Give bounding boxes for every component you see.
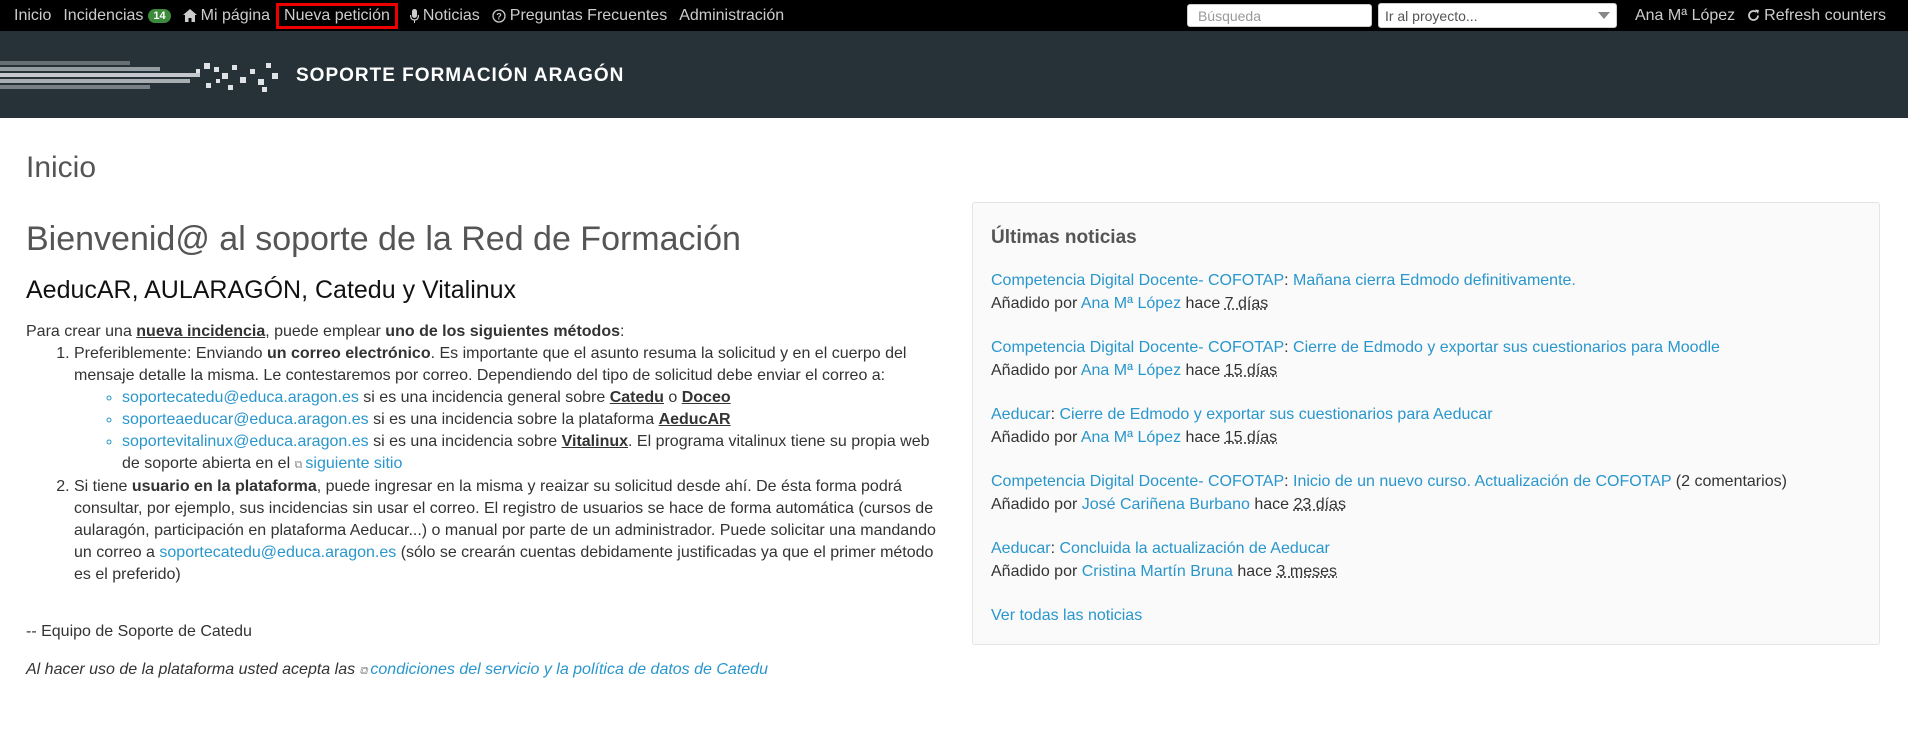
user-account-link[interactable]: Ana Mª López [1634,6,1736,24]
email-item: ◦ soportevitalinux@educa.aragon.es si es una incidencia sobre Vitalinux. El programa vitalinux tiene su propia web de soporte abierta en el ⧉ siguiente sitio [122,431,946,476]
menu-mi-pagina-label: Mi página [200,6,271,24]
news-item: Competencia Digital Docente- COFOTAP: Inicio de un nuevo curso. Actualización de COFOTAP (2 comentarios) Añadido por José Cariñena Burbano hace 23 días [991,473,1787,513]
project-jump-select[interactable] [1378,3,1617,28]
menu-mi-pagina[interactable] [183,7,270,25]
news-title-link[interactable]: Concluida la actualización de Aeducar [1059,540,1330,557]
external-link-icon: ⧉ [294,459,303,471]
home-icon [183,9,197,22]
method-platform: 2. Si tiene usuario en la plataforma, puede ingresar en la misma y reaizar su solicitud desde ahí. De ésta forma podrá consultar, por ejemplo, sus incidencias sin usar el correo. El registro de usuarios se hace de forma automática (cursos de aularagón, participación en plataforma Aeducar...) o manual por parte de un administrador. Puede solicitar una mandando un correo a soportecatedu@educa.aragon.es (sólo se crearán cuentas debidamente justificadas ya que el primer método es el preferido) [74,476,946,586]
news-heading: Últimas noticias [991,227,1137,248]
email-list [74,387,946,476]
menu-nueva-peticion[interactable]: Nueva petición [276,3,398,29]
menu-incidencias[interactable] [63,7,170,25]
news-project-link[interactable]: Competencia Digital Docente- COFOTAP [991,272,1285,289]
email-item: ◦ soporteaeducar@educa.aragon.es si es una incidencia sobre la plataforma AeducAR [122,409,946,431]
terms-link[interactable]: condiciones del servicio y la política de datos de Catedu [370,661,768,678]
siguiente-sitio-link[interactable]: siguiente sitio [305,455,403,472]
news-title-link[interactable]: Cierre de Edmodo y exportar sus cuestionarios para Aeducar [1059,406,1493,423]
method-email: 1. Preferiblemente: Enviando un correo electrónico. Es importante que el asunto resuma la solicitud y en el cuerpo del mensaje detalle la misma. Le contestaremos por correo. Dependiendo del tipo de solicitud debe enviar el correo a: ◦ soportecatedu@educa.aragon.es si es una incidencia general sobre Catedu o Doceo ◦ soporteaeducar@educa.aragon.es si es una incidencia sobre la plataforma AeducAR ◦ soportevitalinux@educa.aragon.es si es una incidencia sobre Vitalinux. El programa vitalinux tiene su propia web de soporte abierta en el ⧉ siguiente sitio [74,343,946,476]
menu-administracion[interactable]: Administración [679,6,785,24]
question-circle-icon [492,9,506,23]
news-project-link[interactable]: Aeducar [991,540,1051,557]
project-jump-label: Ir al proyecto... [1384,7,1478,24]
news-item: Competencia Digital Docente- COFOTAP: Mañana cierra Edmodo definitivamente. Añadido por Ana Mª López hace 7 días [991,272,1576,312]
menu-noticias-label: Noticias [422,6,480,24]
email-link-catedu-2[interactable]: soportecatedu@educa.aragon.es [159,544,397,561]
menu-noticias[interactable] [410,7,480,25]
news-comments: (2 comentarios) [1675,473,1787,490]
email-link-catedu[interactable]: soportecatedu@educa.aragon.es [122,389,359,406]
news-title-link[interactable]: Mañana cierra Edmodo definitivamente. [1293,272,1576,289]
news-age: 15 días [1224,362,1278,379]
site-header [0,31,1908,118]
news-age: 7 días [1224,295,1269,312]
email-link-aeducar[interactable]: soporteaeducar@educa.aragon.es [122,411,369,428]
menu-incidencias-label: Incidencias [63,6,144,24]
email-item: ◦ soportecatedu@educa.aragon.es si es una incidencia general sobre Catedu o Doceo [122,387,946,409]
search-input[interactable]: Búsqueda [1187,4,1372,27]
nueva-incidencia-link[interactable]: nueva incidencia [136,323,266,340]
welcome-subheading: AeducAR, AULARAGÓN, Catedu y Vitalinux [26,276,517,304]
news-box [972,202,1880,645]
news-age: 23 días [1293,496,1346,513]
methods-list [26,343,946,586]
intro-text [26,321,946,586]
terms-notice: Al hacer uso de la plataforma usted acepta las ⧉ condiciones del servicio y la política de datos de Catedu [26,661,768,678]
refresh-icon [1747,9,1760,22]
refresh-counters-link[interactable] [1747,7,1886,25]
svg-text:?: ? [496,11,502,21]
email-link-vitalinux[interactable]: soportevitalinux@educa.aragon.es [122,433,369,450]
menu-faq[interactable] [492,7,667,25]
news-author-link[interactable]: José Cariñena Burbano [1081,496,1250,513]
catedu-link[interactable]: Catedu [609,389,664,406]
chevron-down-icon [1598,12,1610,19]
site-title: SOPORTE FORMACIÓN ARAGÓN [296,65,625,86]
aeducar-link[interactable]: AeducAR [658,411,731,428]
menu-inicio[interactable]: Inicio [14,6,52,24]
news-author-link[interactable]: Ana Mª López [1080,362,1182,379]
microphone-icon [410,9,419,23]
external-link-icon: ⧉ [359,665,368,677]
welcome-heading: Bienvenid@ al soporte de la Red de Formación [26,220,741,258]
news-project-link[interactable]: Competencia Digital Docente- COFOTAP [991,339,1285,356]
news-project-link[interactable]: Aeducar [991,406,1051,423]
refresh-counters-label: Refresh counters [1764,6,1886,24]
signature: -- Equipo de Soporte de Catedu [26,623,252,640]
menu-faq-label: Preguntas Frecuentes [509,6,668,24]
news-title-link[interactable]: Cierre de Edmodo y exportar sus cuestionarios para Moodle [1293,339,1720,356]
news-author-link[interactable]: Cristina Martín Bruna [1081,563,1233,580]
news-age: 3 meses [1276,563,1337,580]
doceo-link[interactable]: Doceo [681,389,731,406]
top-menu [0,0,1908,31]
intro-paragraph: Para crear una nueva incidencia, puede emplear uno de los siguientes métodos: [26,323,625,340]
news-item: Competencia Digital Docente- COFOTAP: Cierre de Edmodo y exportar sus cuestionarios para Moodle Añadido por Ana Mª López hace 15 días [991,339,1720,379]
news-author-link[interactable]: Ana Mª López [1080,295,1182,312]
news-item: Aeducar: Concluida la actualización de Aeducar Añadido por Cristina Martín Bruna hace 3 meses [991,540,1337,580]
incidencias-count-badge: 14 [148,9,170,23]
news-age: 15 días [1224,429,1278,446]
news-author-link[interactable]: Ana Mª López [1080,429,1182,446]
page-title: Inicio [26,151,97,184]
logo-mosaic [0,59,290,95]
news-item: Aeducar: Cierre de Edmodo y exportar sus cuestionarios para Aeducar Añadido por Ana Mª López hace 15 días [991,406,1493,446]
all-news-link[interactable]: Ver todas las noticias [991,607,1143,624]
news-project-link[interactable]: Competencia Digital Docente- COFOTAP [991,473,1285,490]
news-title-link[interactable]: Inicio de un nuevo curso. Actualización de COFOTAP [1293,473,1672,490]
vitalinux-link[interactable]: Vitalinux [561,433,629,450]
